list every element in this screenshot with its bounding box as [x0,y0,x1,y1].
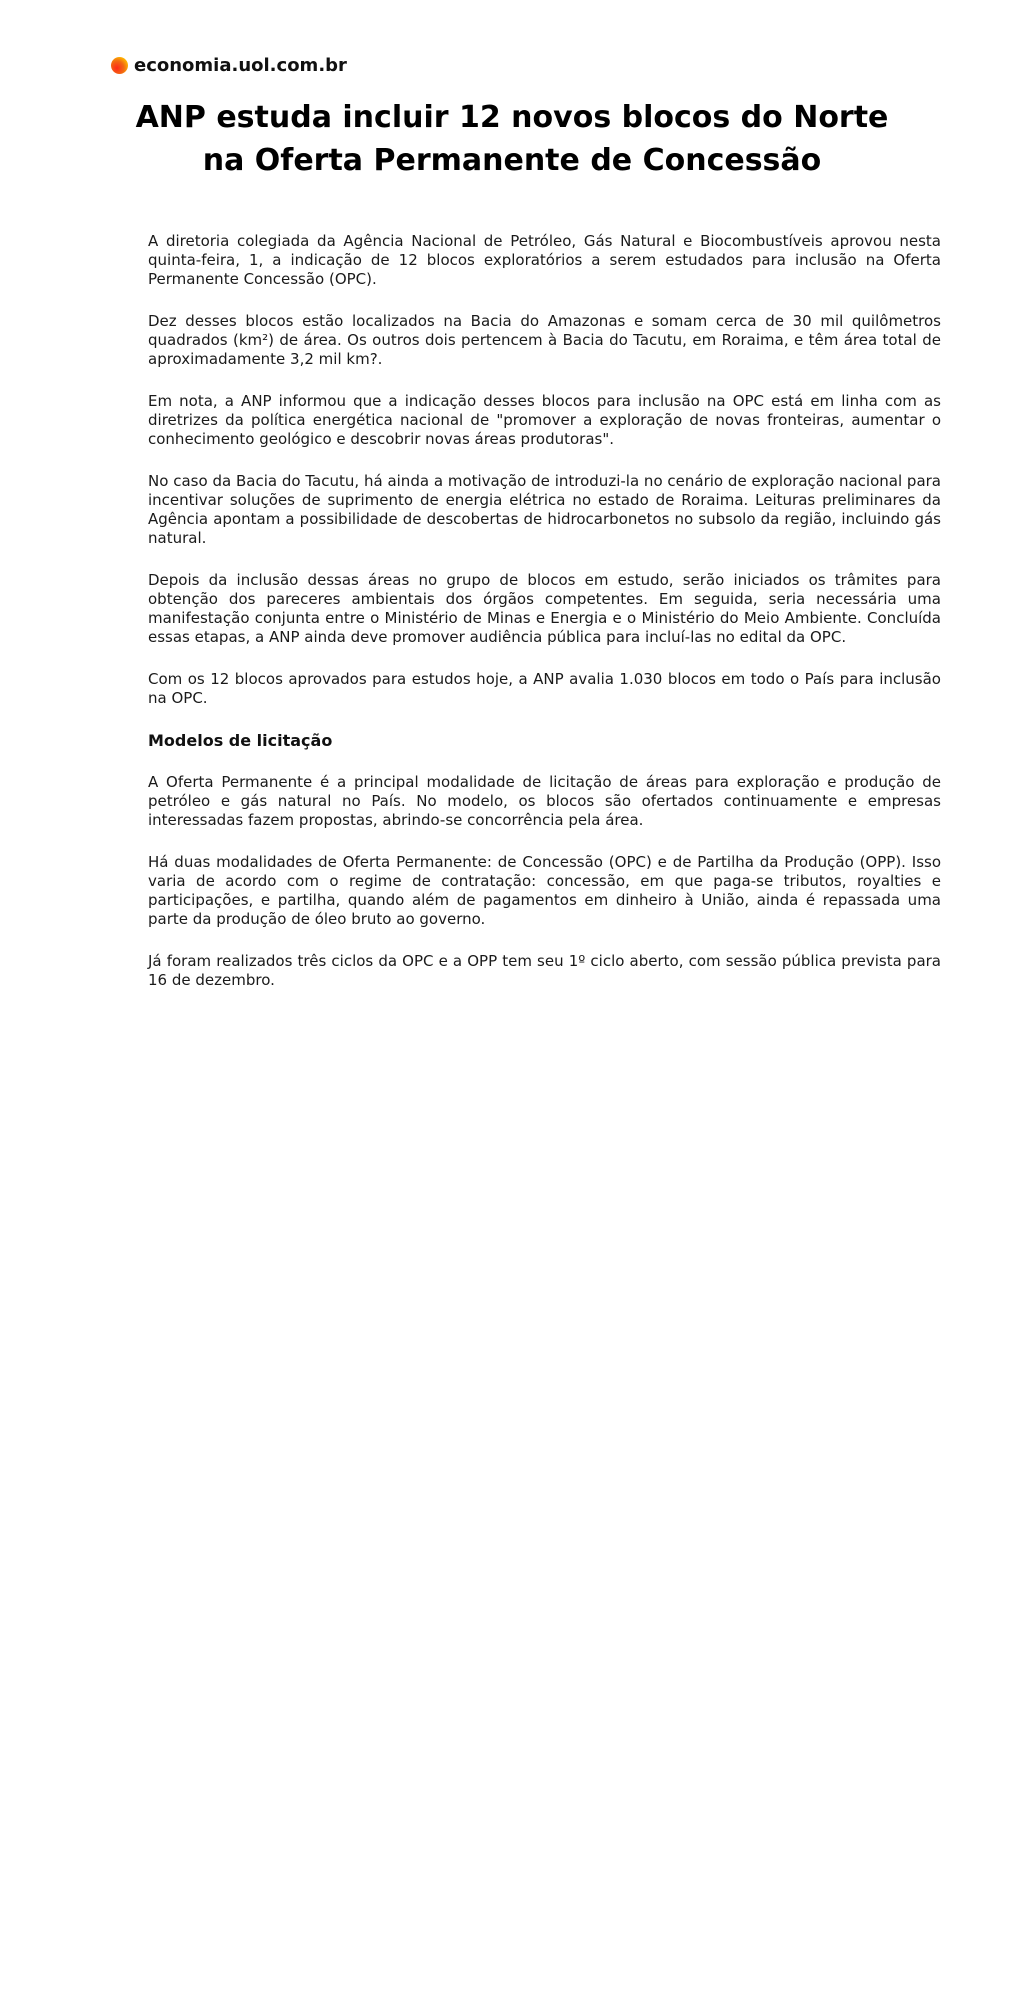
article-paragraph: Depois da inclusão dessas áreas no grupo de blocos em estudo, serão iniciados os trâmites para obtenção dos pareceres ambientais dos órgãos competentes. Em seguida, seria necessária uma manifestação conjunta entre o Ministério de Minas e Energia e o Ministério do Meio Ambiente. Concluída essas etapas, a ANP ainda deve promover audiência pública para incluí-las no edital da OPC. [148,571,941,646]
article-paragraph: Dez desses blocos estão localizados na Bacia do Amazonas e somam cerca de 30 mil quilômetros quadrados (km²) de área. Os outros dois pertencem à Bacia do Tacutu, em Roraima, e têm área total de aproximadamente 3,2 mil km?. [148,312,941,368]
article-paragraph: No caso da Bacia do Tacutu, há ainda a motivação de introduzi-la no cenário de exploração nacional para incentivar soluções de suprimento de energia elétrica no estado de Roraima. Leituras preliminares da Agência apontam a possibilidade de descobertas de hidrocarbonetos no subsolo da região, incluindo gás natural. [148,472,941,547]
uol-sphere-icon [111,57,128,74]
article-paragraph: Em nota, a ANP informou que a indicação desses blocos para inclusão na OPC está em linha com as diretrizes da política energética nacional de "promover a exploração de novas fronteiras, aumentar o conhecimento geológico e descobrir novas áreas produtoras". [148,392,941,448]
article-title: ANP estuda incluir 12 novos blocos do Norte na Oferta Permanente de Concessão [135,100,889,178]
article-paragraph: A diretoria colegiada da Agência Nacional de Petróleo, Gás Natural e Biocombustíveis aprovou nesta quinta-feira, 1, a indicação de 12 blocos exploratórios a serem estudados para inclusão na Oferta Permanente Concessão (OPC). [148,232,941,288]
section-heading: Modelos de licitação [148,731,333,750]
article-paragraph: Há duas modalidades de Oferta Permanente: de Concessão (OPC) e de Partilha da Produção (OPP). Isso varia de acordo com o regime de contratação: concessão, em que paga-se tributos, royalties e participações, e partilha, quando além de pagamentos em dinheiro à União, ainda é repassada uma parte da produção de óleo bruto ao governo. [148,853,941,928]
site-name[interactable]: economia.uol.com.br [134,54,347,76]
article-paragraph: Já foram realizados três ciclos da OPC e a OPP tem seu 1º ciclo aberto, com sessão pública prevista para 16 de dezembro. [148,952,941,989]
site-header [111,52,347,78]
article-paragraph: A Oferta Permanente é a principal modalidade de licitação de áreas para exploração e produção de petróleo e gás natural no País. No modelo, os blocos são ofertados continuamente e empresas interessadas fazem propostas, abrindo-se concorrência pela área. [148,773,941,829]
article-paragraph: Com os 12 blocos aprovados para estudos hoje, a ANP avalia 1.030 blocos em todo o País para inclusão na OPC. [148,670,941,707]
article-body [148,232,941,1013]
